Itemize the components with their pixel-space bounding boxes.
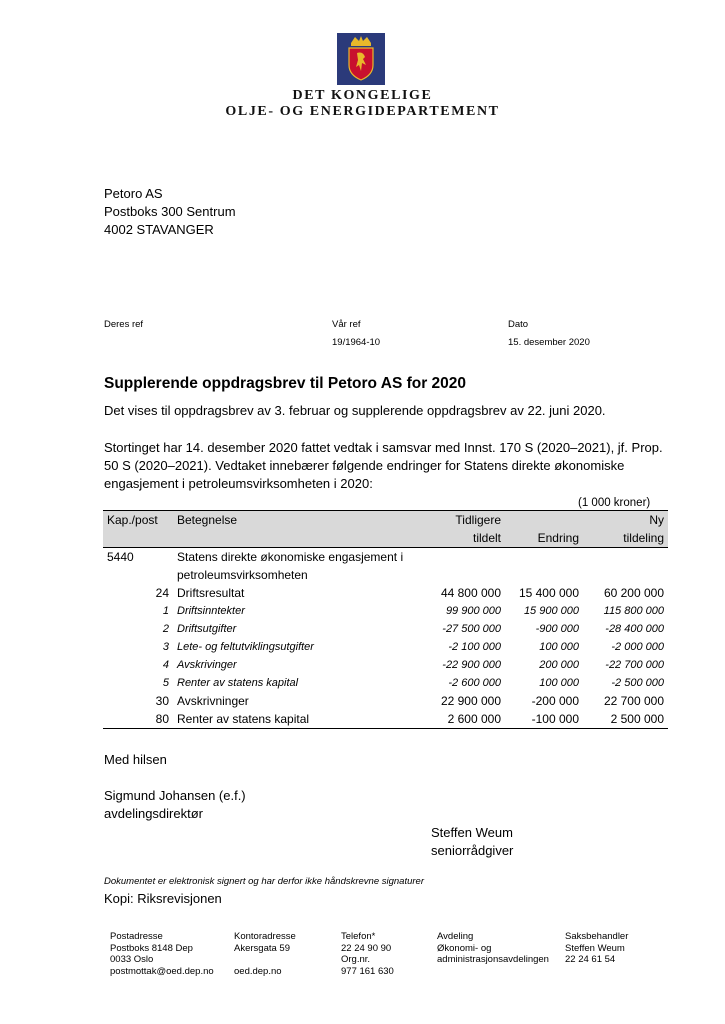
kap-number: 5440 [107,550,134,564]
coat-of-arms-icon [337,33,385,85]
ny-value: -28 400 000 [605,623,664,635]
post-label: Lete- og feltutviklingsutgifter [177,641,314,653]
endring-value: 200 000 [539,659,579,671]
table-row [103,584,668,602]
post-label: Driftsinntekter [177,605,245,617]
post-number: 80 [103,710,173,729]
deres-ref-label: Deres ref [104,319,144,330]
tidligere-value: 2 600 000 [425,710,505,729]
dato-label: Dato [508,319,529,330]
footer-telefon: Telefon* 22 24 90 90 Org.nr. 977 161 630 [341,931,394,977]
budget-table [103,510,668,729]
endring-value: -900 000 [535,623,579,635]
post-number: 30 [155,694,169,708]
header-betegnelse: Betegnelse [173,511,425,530]
post-label: Avskrivninger [177,694,249,708]
ministry-name-line2: OLJE- OG ENERGIDEPARTEMENT [225,104,500,119]
table-row [103,656,668,674]
post-label: Driftsutgifter [177,623,237,635]
tidligere-value: 99 900 000 [445,605,501,617]
header-endring: Endring [505,529,583,548]
post-number: 3 [162,641,169,653]
ny-value: -2 500 000 [611,677,664,689]
post-label: Renter av statens kapital [177,677,299,689]
tidligere-value: 22 900 000 [440,694,501,708]
decision-paragraph: Stortinget har 14. desember 2020 fattet vedtak i samsvar med Innst. 170 S (2020–2021), jf. Prop. 50 S (2020–2021). Vedtaket innebærer følgende endringer for Statens direkte økonomiske engasjement i petroleumsvirksomheten i 2020: [104,440,663,491]
letter-title: Supplerende oppdragsbrev til Petoro AS for 2020 [104,375,467,392]
tidligere-value: -27 500 000 [442,623,501,635]
table-row [103,692,668,710]
post-number: 24 [155,586,169,600]
signer2-title: seniorrådgiver [431,843,514,858]
post-label: Renter av statens kapital [173,710,425,729]
footer-avdeling: Avdeling Økonomi- og administrasjonsavdelingen [437,931,549,965]
table-row [103,638,668,656]
header-tildelt: tildelt [425,529,505,548]
table-row [103,602,668,620]
ny-value: 2 500 000 [583,710,668,729]
tidligere-value: -22 900 000 [442,659,501,671]
post-label: Avskrivinger [177,659,237,671]
signature-note: Dokumentet er elektronisk signert og har derfor ikke håndskrevne signaturer [104,876,424,887]
greeting: Med hilsen [104,752,167,767]
kap-row [103,548,668,567]
table-body [103,584,668,729]
ny-value: -22 700 000 [605,659,664,671]
header-ny: Ny [583,511,668,530]
ny-value: -2 000 000 [611,641,664,653]
endring-value: 100 000 [539,677,579,689]
table-row [103,674,668,692]
table-row [103,620,668,638]
post-label: Driftsresultat [177,586,245,600]
tidligere-value: 44 800 000 [440,586,501,600]
endring-value: 15 900 000 [523,605,579,617]
footer-kontoradresse: Kontoradresse Akersgata 59 oed.dep.no [234,931,296,977]
recipient-postbox: Postboks 300 Sentrum [104,204,236,219]
kap-name-cont: petroleumsvirksomheten [177,568,308,582]
signer1-title: avdelingsdirektør [104,806,203,821]
var-ref-value: 19/1964-10 [332,337,381,348]
post-number: 5 [162,677,169,689]
footer-website[interactable]: oed.dep.no [234,965,282,977]
ny-value: 115 800 000 [603,605,664,617]
post-number: 4 [162,659,169,671]
dato-value: 15. desember 2020 [508,337,590,348]
copy-line: Kopi: Riksrevisjonen [104,891,222,906]
post-number: 1 [162,605,169,617]
footer-email[interactable]: postmottak@oed.dep.no [110,965,214,977]
kap-row [103,566,668,584]
recipient-city: 4002 STAVANGER [104,222,214,237]
endring-value: -200 000 [531,694,579,708]
ministry-name-line1: DET KONGELIGE [292,88,433,103]
footer-saksbehandler: Saksbehandler Steffen Weum 22 24 61 54 [565,931,629,965]
recipient-name: Petoro AS [104,186,163,201]
signer2-name: Steffen Weum [431,825,513,840]
tidligere-value: -2 600 000 [448,677,501,689]
endring-value: 15 400 000 [518,586,579,600]
table-header-row [103,529,668,548]
table-unit: (1 000 kroner) [578,497,651,509]
footer-postadresse: Postadresse Postboks 8148 Dep 0033 Oslo postmottak@oed.dep.no [110,931,214,977]
header-tidligere: Tidligere [425,511,505,530]
header-kap: Kap./post [103,511,173,530]
var-ref-label: Vår ref [332,319,361,330]
tidligere-value: -2 100 000 [448,641,501,653]
endring-value: -100 000 [505,710,583,729]
endring-value: 100 000 [539,641,579,653]
header-tildeling: tildeling [583,529,668,548]
kap-name: Statens direkte økonomiske engasjement i [177,550,404,564]
intro-paragraph: Det vises til oppdragsbrev av 3. februar og supplerende oppdragsbrev av 22. juni 2020. [104,403,606,418]
ny-value: 60 200 000 [603,586,664,600]
post-number: 2 [162,623,169,635]
table-header-row [103,511,668,530]
ny-value: 22 700 000 [603,694,664,708]
signer1-name: Sigmund Johansen (e.f.) [104,788,246,803]
table-row [103,710,668,729]
